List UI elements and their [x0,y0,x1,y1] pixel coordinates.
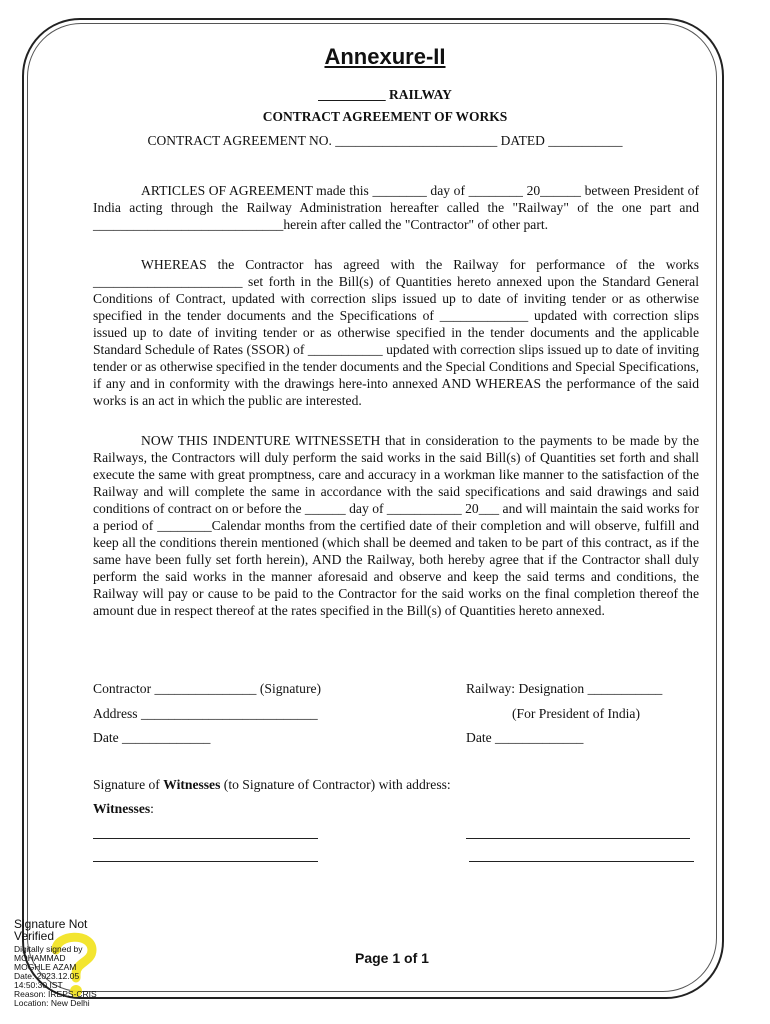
witnesseth-paragraph: NOW THIS INDENTURE WITNESSETH that in consideration to the payments to be made by the Railways, the Contractors will duly perform the said works in the said Bill(s) of Quantities set forth and shall execute the same with great promptness, care and accuracy in a workman like manner to the satisfaction of the Railway and will complete the same in accordance with the said specifications and said drawings and said conditions of contract on or before the ______ day of ___________ 20___ and will maintain the said works for a period of ________Calendar months from the certified date of their completion and will observe, fulfill and keep all the conditions therein mentioned (which shall be deemed and taken to be part of this contract, as if the same have been fully set forth herein), AND the Railway, both hereby agree that if the Contractor shall duly perform the said works in the manner aforesaid and observe and keep the said terms and conditions, the Railway will pay or cause to be paid to the Contractor for the said works on the final completion thereof the amount due in respect thereof at the rates specified in the Bill(s) of Quantities hereto annexed. [93,433,699,618]
signature-detail: Date: 2023.12.05 [14,971,80,981]
railway-designation-line: Railway: Designation ___________ [466,681,663,696]
witness-prefix: Signature of [93,777,164,792]
signature-detail: Digitally signed by [14,944,83,954]
signature-detail: MOGHLE AZAM [14,962,77,972]
contract-heading: CONTRACT AGREEMENT OF WORKS [262,109,508,124]
witness-2-line-1 [466,838,690,839]
witnesses-word: Witnesses [93,801,151,816]
signature-detail: Reason: IREPS-CRIS [14,989,97,999]
witness-bold: Witnesses [163,777,221,792]
signature-status-line1: Signature Not [14,917,88,931]
digital-signature-block [14,918,97,1008]
signature-detail: MOHAMMAD [14,953,66,963]
witness-1-line-2 [93,861,318,862]
whereas-paragraph: WHEREAS the Contractor has agreed with the Railway for performance of the works ______________________ set forth in the Bill(s) of Quantities hereto annexed upon the Standard General Conditions of Contract, updated with correction slips issued up to date of inviting tender or as otherwise specified in the tender documents and the Specifications of _____________ updated with correction slips issued up to date of inviting tender or as otherwise specified in the tender documents and the applicable Standard Schedule of Rates (SSOR) of ___________ updated with correction slips issued up to date of inviting tender or as otherwise specified in the tender documents and the Special Conditions and Special Specifications, if any and in conformity with the drawings here-into annexed AND WHEREAS the performance of the said works is an act in which the public are interested. [93,257,699,408]
witness-2-line-2 [469,861,694,862]
date-left-line: Date _____________ [93,730,211,745]
witnesses-label [93,801,154,817]
articles-paragraph: ARTICLES OF AGREEMENT made this ________ day of ________ 20______ between President of India acting through the Railway Administration hereafter called the "Railway" of the one part and ____________________________herein after called the "Contractor" of other part. [93,183,699,232]
witness-1-line-1 [93,838,318,839]
signature-status-line2: Verified [14,929,55,943]
signature-detail: 14:50:30 IST [14,980,63,990]
address-line: Address __________________________ [93,706,318,721]
witness-suffix: (to Signature of Contractor) with address: [220,777,451,792]
witness-signature-line [93,777,451,793]
agreement-number-line: CONTRACT AGREEMENT NO. ________________________ DATED ___________ [147,133,623,148]
date-right-line: Date _____________ [466,730,584,745]
signature-detail: Location: New Delhi [14,998,90,1008]
railway-heading: __________ RAILWAY [318,87,452,102]
for-president-label: (For President of India) [512,706,640,721]
contractor-signature-line: Contractor _______________ (Signature) [93,681,322,696]
page-number: Page 1 of 1 [355,950,429,966]
witnesses-colon: : [150,801,154,816]
document-title: Annexure-II [324,44,446,69]
